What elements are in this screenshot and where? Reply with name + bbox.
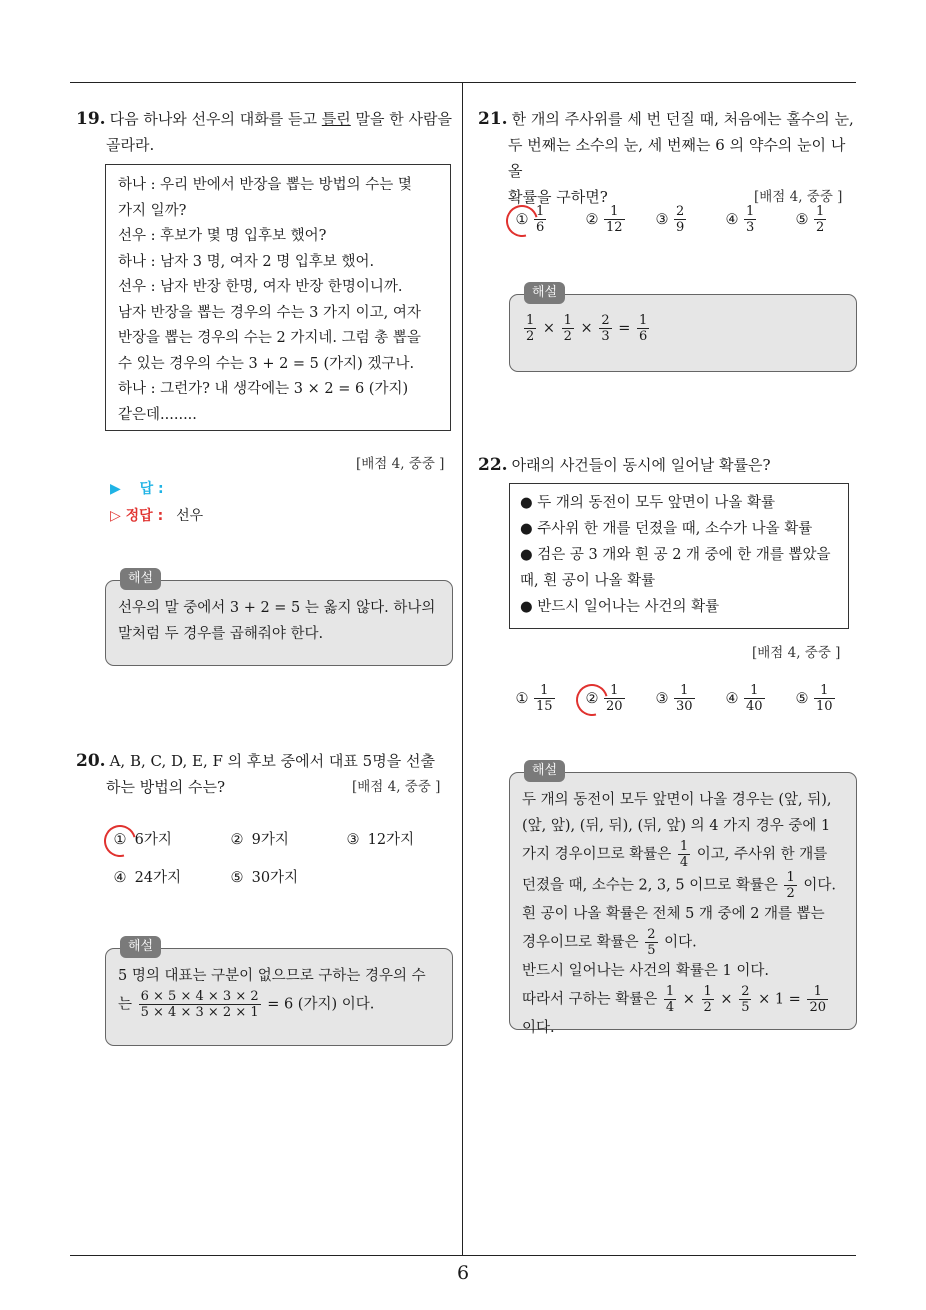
fraction: [664, 984, 676, 1015]
fraction: [645, 927, 657, 958]
solution-text: 는: [118, 996, 133, 1013]
question-text-underlined: 틀린: [321, 110, 351, 128]
condition-item: ● 반드시 일어나는 사건의 확률: [520, 599, 720, 615]
solution-text: 이다.: [664, 934, 697, 951]
solution-line: [522, 984, 844, 1041]
choice-number: ③: [346, 832, 360, 848]
choice-number: ①: [515, 690, 529, 707]
answer-line: [110, 478, 164, 498]
fraction: [637, 313, 649, 344]
solution-text: 이다.: [803, 877, 836, 894]
denominator: 2: [703, 1000, 712, 1015]
score-label: [배점 4, 중중 ]: [752, 645, 841, 661]
conditions-box: [509, 483, 849, 629]
denominator: 20: [606, 699, 623, 714]
solution-line: [118, 989, 440, 1020]
denominator: 4: [665, 1000, 675, 1015]
operator: ×: [575, 320, 598, 337]
numerator: 1: [526, 313, 535, 328]
choice-number: ⑤: [795, 211, 809, 228]
choices: [110, 828, 450, 888]
solution-text: 경우이므로 확률은: [522, 934, 639, 951]
numerator: 2: [601, 313, 610, 328]
choice-5[interactable]: [227, 866, 298, 887]
question-text: 한 개의 주사위를 세 번 던질 때, 처음에는 홀수의 눈,: [511, 110, 854, 128]
marked-circle-icon: [98, 819, 142, 863]
choice-2[interactable]: [582, 204, 627, 235]
solution-line: 반드시 일어나는 사건의 확률은 1 이다.: [522, 963, 769, 979]
answer-arrow-icon: ▶: [110, 481, 121, 497]
denominator: 5: [647, 943, 656, 958]
answer-label: 답 :: [139, 481, 164, 497]
choice-number: ④: [113, 870, 127, 886]
question-text: 말을 한 사람을: [350, 110, 453, 128]
numerator: 2: [741, 984, 750, 999]
choice-4[interactable]: [110, 866, 181, 887]
choice-text: 9가지: [251, 832, 289, 848]
fraction: [744, 204, 756, 235]
operator: × 1 =: [753, 991, 806, 1008]
question-21: [478, 106, 858, 210]
choice-4[interactable]: [722, 204, 758, 235]
fraction: [524, 313, 536, 344]
solution-box: [509, 285, 857, 372]
choice-number: ③: [655, 690, 669, 707]
denominator: 9: [676, 220, 685, 235]
question-number: 22.: [478, 455, 508, 475]
fraction: [744, 683, 765, 714]
denominator: 20: [809, 1000, 826, 1015]
fraction: [599, 313, 611, 344]
solution-line: [522, 839, 844, 870]
denominator: 5 × 4 × 3 × 2 × 1: [140, 1005, 259, 1020]
page-number: 6: [456, 1262, 470, 1284]
denominator: 5: [741, 1000, 750, 1015]
solution-text: 가지 경우이므로 확률은: [522, 846, 672, 863]
solution-box: [105, 939, 453, 1046]
solution-line: 선우의 말 중에서 3 + 2 = 5 는 옳지 않다. 하나의: [118, 600, 436, 616]
choice-number: ④: [725, 690, 739, 707]
question-text: A, B, C, D, E, F 의 후보 중에서 대표 5명을 선출: [109, 752, 435, 770]
denominator: 4: [679, 855, 689, 870]
numerator: 1: [786, 870, 795, 885]
question-text: 골라라.: [106, 136, 155, 154]
denominator: 3: [746, 220, 755, 235]
fraction: [139, 989, 261, 1020]
question-text: 두 번째는 소수의 눈, 세 번째는 6 의 약수의 눈이 나올: [508, 136, 846, 180]
numerator: 1: [814, 683, 835, 699]
choice-text: 6가지: [134, 832, 172, 848]
choice-3[interactable]: [652, 204, 688, 235]
solution-box: [509, 763, 857, 1036]
numerator: 6 × 5 × 4 × 3 × 2: [140, 989, 259, 1004]
numerator: 2: [676, 204, 685, 219]
numerator: 1: [744, 683, 765, 699]
solution-tag: 해설: [120, 568, 161, 590]
solution-text: 던졌을 때, 소수는 2, 3, 5 이므로 확률은: [522, 877, 778, 894]
dialog-line: 같은데........: [118, 406, 197, 423]
question-text: 다음 하나와 선우의 대화를 듣고: [109, 110, 322, 128]
fraction: [807, 984, 828, 1015]
choice-number: ①: [512, 212, 532, 228]
solution-line: 흰 공이 나올 확률은 전체 5 개 중에 2 개를 뽑는: [522, 906, 825, 922]
dialog-line: 선우 : 후보가 몇 명 입후보 했어?: [118, 228, 327, 244]
fraction: [562, 313, 574, 344]
solution-line: 5 명의 대표는 구분이 없으므로 구하는 경우의 수: [118, 968, 426, 984]
condition-item: ● 주사위 한 개를 던졌을 때, 소수가 나올 확률: [520, 521, 813, 537]
correct-answer-line: [110, 505, 203, 525]
numerator: 1: [746, 204, 755, 219]
correct-value: 선우: [176, 508, 204, 524]
fraction: [739, 984, 751, 1015]
choice-number: ②: [582, 691, 602, 707]
solution-line: (앞, 앞), (뒤, 뒤), (뒤, 앞) 의 4 가지 경우 중에 1: [522, 818, 831, 834]
denominator: 15: [536, 699, 553, 714]
numerator: 1: [638, 313, 648, 328]
condition-item: 때, 흰 공이 나올 확률: [520, 573, 656, 589]
solution-line: 두 개의 동전이 모두 앞면이 나올 경우는 (앞, 뒤),: [522, 792, 832, 808]
choice-text: 24가지: [134, 870, 182, 886]
denominator: 2: [816, 220, 825, 235]
choices: [512, 683, 852, 723]
solution-text: 이다.: [522, 1020, 555, 1036]
condition-item: ● 두 개의 동전이 모두 앞면이 나올 확률: [520, 495, 776, 511]
choice-2[interactable]: [582, 683, 627, 714]
question-20: [76, 748, 456, 800]
numerator: 1: [679, 839, 689, 854]
condition-item: ● 검은 공 3 개와 흰 공 2 개 중에 한 개를 뽑았을: [520, 547, 831, 563]
question-number: 21.: [478, 109, 508, 129]
choices: [512, 204, 852, 244]
choice-4[interactable]: [722, 683, 767, 714]
choice-1[interactable]: [110, 828, 172, 849]
dialog-box: [105, 164, 451, 431]
denominator: 10: [816, 699, 833, 714]
fraction: [604, 204, 625, 235]
choice-5[interactable]: [792, 204, 828, 235]
denominator: 40: [746, 699, 763, 714]
solution-line: [522, 870, 844, 901]
denominator: 2: [563, 329, 572, 344]
question-22: [478, 452, 858, 478]
choice-number: ⑤: [230, 870, 244, 886]
fraction: [674, 204, 686, 235]
numerator: 2: [647, 927, 656, 942]
solution-text: = 6 (가지) 이다.: [267, 996, 375, 1013]
correct-arrow-icon: ▷: [110, 508, 121, 524]
bottom-rule: [70, 1255, 856, 1256]
score-label: [배점 4, 중중 ]: [352, 779, 441, 795]
question-number: 20.: [76, 751, 106, 771]
choice-number: ②: [230, 832, 244, 848]
numerator: 1: [674, 683, 695, 699]
dialog-line: 선우 : 남자 반장 한명, 여자 반장 한명이니까.: [118, 279, 403, 295]
choice-3[interactable]: [343, 828, 414, 849]
denominator: 6: [638, 329, 648, 344]
question-text: 아래의 사건들이 동시에 일어날 확률은?: [511, 456, 771, 474]
denominator: 12: [606, 220, 623, 235]
solution-tag: 해설: [120, 936, 161, 958]
dialog-line: 가지 일까?: [118, 202, 187, 219]
solution-text: 따라서 구하는 확률은: [522, 991, 662, 1008]
solution-line: 말처럼 두 경우를 곱해줘야 한다.: [118, 626, 324, 642]
dialog-line: 수 있는 경우의 수는 3 + 2 = 5 (가지) 겠구나.: [118, 355, 415, 372]
denominator: 3: [601, 329, 610, 344]
question-text: 하는 방법의 수는?: [106, 778, 226, 796]
numerator: 1: [604, 683, 625, 699]
choice-1[interactable]: [512, 204, 548, 235]
numerator: 1: [816, 204, 825, 219]
dialog-line: 남자 반장을 뽑는 경우의 수는 3 가지 이고, 여자: [118, 304, 421, 321]
dialog-line: 반장을 뽑는 경우의 수는 2 가지네. 그럼 총 뽑을: [118, 330, 421, 346]
fraction: [784, 870, 796, 901]
fraction: [674, 683, 695, 714]
operator: ×: [715, 991, 738, 1008]
dialog-line: 하나 : 그런가? 내 생각에는 3 × 2 = 6 (가지): [118, 381, 409, 397]
solution-text: 이고, 주사위 한 개를: [696, 846, 828, 863]
column-divider: [462, 82, 463, 1255]
numerator: 1: [536, 204, 545, 219]
question-number: 19.: [76, 109, 106, 129]
denominator: 30: [676, 699, 693, 714]
dialog-line: 하나 : 우리 반에서 반장을 뽑는 방법의 수는 몇: [118, 177, 412, 193]
operator: =: [613, 320, 635, 337]
choice-number: ①: [113, 832, 127, 848]
operator: ×: [538, 320, 560, 337]
solution-tag: 해설: [524, 282, 565, 304]
fraction: [814, 204, 826, 235]
fraction: [702, 984, 714, 1015]
denominator: 2: [786, 886, 795, 901]
choice-2[interactable]: [227, 828, 289, 849]
choice-number: ③: [655, 211, 669, 228]
score-label: [배점 4, 중중 ]: [356, 456, 445, 472]
denominator: 6: [536, 220, 545, 235]
choice-number: ②: [585, 211, 599, 228]
operator: ×: [678, 991, 700, 1008]
denominator: 2: [526, 329, 535, 344]
choice-text: 12가지: [367, 832, 415, 848]
choice-text: 30가지: [251, 870, 299, 886]
choice-number: ④: [725, 211, 739, 228]
solution-box: [105, 571, 453, 666]
dialog-line: 하나 : 남자 3 명, 여자 2 명 입후보 했어.: [118, 253, 375, 270]
question-text: 확률을 구하면?: [508, 188, 608, 206]
top-rule: [70, 82, 856, 83]
score-label: [배점 4, 중중 ]: [754, 189, 843, 205]
fraction: [678, 839, 690, 870]
numerator: 1: [665, 984, 675, 999]
solution-line: [522, 927, 844, 958]
correct-label: 정답 :: [125, 508, 164, 524]
choice-5[interactable]: [792, 683, 837, 714]
numerator: 1: [807, 984, 828, 1000]
numerator: 1: [563, 313, 572, 328]
choice-1[interactable]: [512, 683, 557, 714]
solution-tag: 해설: [524, 760, 565, 782]
choice-number: ⑤: [795, 690, 809, 707]
numerator: 1: [703, 984, 712, 999]
numerator: 1: [534, 683, 555, 699]
question-19: [76, 106, 456, 158]
numerator: 1: [604, 204, 625, 220]
fraction: [534, 683, 555, 714]
choice-3[interactable]: [652, 683, 697, 714]
fraction: [814, 683, 835, 714]
solution-line: [522, 313, 844, 344]
